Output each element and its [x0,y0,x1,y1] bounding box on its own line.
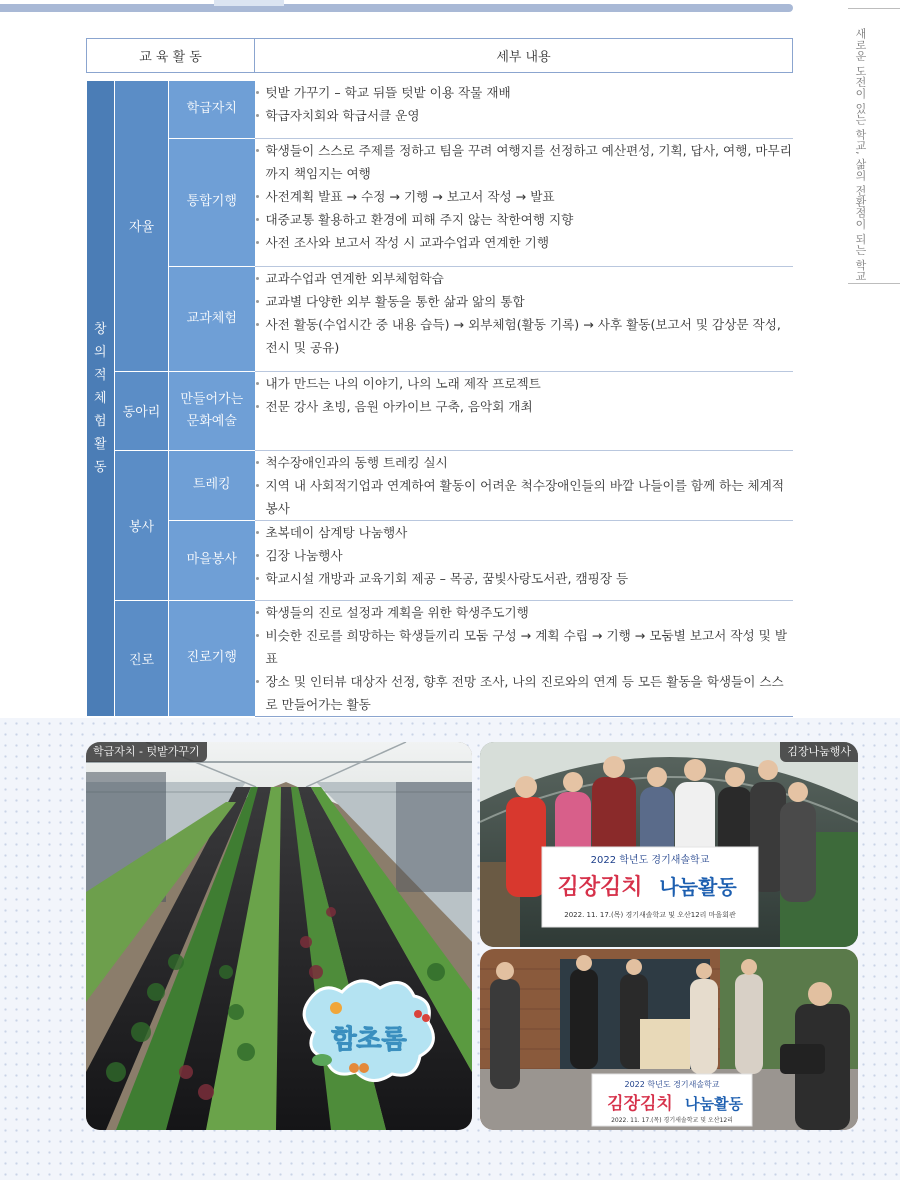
banner-title-b: 나눔활동 [659,875,737,899]
banner-date-text: 2022. 11. 17.(목) 경기새솔학교 및 오산12리 마을회관 [564,911,736,919]
detail-cell [255,266,793,371]
detail-item: 텃밭 가꾸기 – 학교 뒤뜰 텃밭 이용 작물 재배 [255,81,793,104]
header-activity: 교 육 활 동 [87,39,255,73]
detail-item: 비슷한 진로를 희망하는 학생들끼리 모둠 구성 → 계획 수립 → 기행 → 모둠별 보고서 작성 및 발표 [255,624,793,670]
detail-cell [255,450,793,520]
detail-item: 교과수업과 연계한 외부체험학습 [255,267,793,290]
right-photo-caption: 김장나눔행사 [780,742,858,762]
sidebar-rule-top [848,8,900,9]
detail-cell [255,520,793,600]
group-label-char: 의 [93,345,107,360]
kimchi-group-photo [480,742,858,947]
detail-cell [255,600,793,716]
subcategory-label: 트레킹 [169,450,255,520]
detail-item: 지역 내 사회적기업과 연계하여 활동이 어려운 척수장애인들의 바깥 나들이를 함께 하는 체계적 봉사 [255,474,793,520]
category-autonomy: 자율 [115,81,169,371]
banner2-date-text: 2022. 11. 17.(목) 경기새솔학교 및 오산12리 [611,1117,733,1124]
subcategory-label: 진로기행 [169,600,255,716]
subcategory-label: 마을봉사 [169,520,255,600]
sidebar-running-title: 새로운 도전이 있는 학교, 삶의 전환점이 되는 학교 [854,28,867,282]
detail-item: 학교시설 개방과 교육기회 제공 – 목공, 꿈빛사랑도서관, 캠핑장 등 [255,567,793,590]
group-label-char: 적 [93,368,107,383]
top-accent-bar [0,4,793,12]
category-service: 봉사 [115,450,169,600]
subcategory-label: 통합기행 [169,138,255,266]
banner2-title-a: 김장김치 [607,1094,673,1114]
sidebar-rule-bottom [848,283,900,284]
group-cell [87,81,115,716]
detail-cell [255,138,793,266]
detail-item: 교과별 다양한 외부 활동을 통한 삶과 앎의 통합 [255,290,793,313]
group-label [87,318,115,479]
detail-cell [255,81,793,138]
group-label-char: 동 [93,460,107,475]
detail-item: 초복데이 삼계탕 나눔행사 [255,521,793,544]
banner2-school-text: 2022 학년도 경기새솔학교 [624,1080,720,1089]
banner-school-text: 2022 학년도 경기새솔학교 [590,855,710,866]
detail-item: 사전 조사와 보고서 작성 시 교과수업과 연계한 기행 [255,231,793,254]
group-label-char: 창 [93,322,107,337]
detail-item: 장소 및 인터뷰 대상자 선정, 향후 전망 조사, 나의 진로와의 연계 등 모든 활동을 학생들이 스스로 만들어가는 활동 [255,670,793,716]
subcategory-label: 학급자치 [169,81,255,138]
left-photo-caption: 학급자치 - 텃밭가꾸기 [86,742,207,762]
category-career: 진로 [115,600,169,716]
detail-item: 척수장애인과의 동행 트레킹 실시 [255,451,793,474]
subcategory-label: 교과체험 [169,266,255,371]
detail-item: 김장 나눔행사 [255,544,793,567]
detail-item: 내가 만드는 나의 이야기, 나의 노래 제작 프로젝트 [255,372,793,395]
detail-item: 사전 활동(수업시간 중 내용 습득) → 외부체험(활동 기록) → 사후 활동(보고서 및 감상문 작성, 전시 및 공유) [255,313,793,359]
subcategory-label-line: 만들어가는 [180,391,244,407]
kimchi-group-image [480,742,858,947]
detail-item: 전문 강사 초빙, 음원 아카이브 구축, 음악회 개최 [255,395,793,418]
group-label-char: 활 [93,437,107,452]
detail-cell [255,371,793,450]
detail-item: 학생들의 진로 설정과 계획을 위한 학생주도기행 [255,601,793,624]
garden-photo [86,742,472,1130]
subcategory-label-line: 문화예술 [186,413,237,429]
kimchi-building-photo [480,949,858,1130]
header-detail: 세부 내용 [255,39,793,73]
top-accent-tab [214,0,284,6]
group-label-char: 험 [93,414,107,429]
detail-item: 학급자치회와 학급서클 운영 [255,104,793,127]
banner2-title-b: 나눔활동 [685,1095,743,1113]
kimchi-building-image [480,949,858,1130]
banner-title-a: 김장김치 [557,875,643,900]
category-club: 동아리 [115,371,169,450]
detail-item: 학생들이 스스로 주제를 정하고 팀을 꾸려 여행지를 선정하고 예산편성, 기획, 답사, 여행, 마무리까지 책임지는 여행 [255,139,793,185]
activity-table [86,38,793,717]
group-label-char: 체 [93,391,107,406]
subcategory-label [169,371,255,450]
detail-item: 사전계획 발표 → 수정 → 기행 → 보고서 작성 → 발표 [255,185,793,208]
greenhouse-garden-image [86,742,472,1130]
garden-sign-text: 함초롬 [331,1025,407,1055]
detail-item: 대중교통 활용하고 환경에 피해 주지 않는 착한여행 지향 [255,208,793,231]
